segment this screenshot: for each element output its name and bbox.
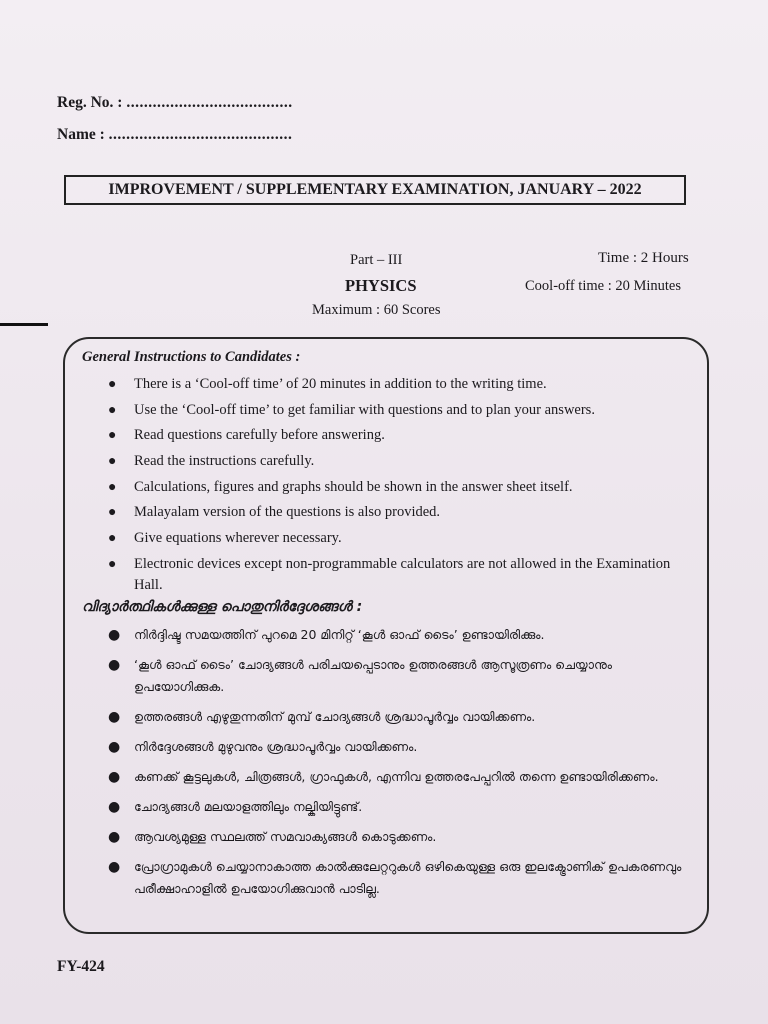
- bullet-icon: ●: [108, 739, 121, 755]
- bullet-icon: ●: [108, 505, 117, 521]
- part-label: Part – III: [350, 252, 403, 268]
- bullet-icon: ●: [108, 627, 121, 643]
- list-item: ● ഉത്തരങ്ങൾ എഴുതുന്നതിന് മുമ്പ് ചോദ്യങ്ങൾ ശ്രദ്ധാപൂർവ്വം വായിക്കണം.: [104, 706, 684, 728]
- bullet-icon: ●: [108, 769, 121, 785]
- list-item: ● Use the ‘Cool-off time’ to get familiar with questions and to plan your answers.: [104, 400, 684, 421]
- malayalam-instructions-list: [104, 624, 684, 908]
- bullet-icon: ●: [108, 859, 121, 875]
- bullet-icon: ●: [108, 829, 121, 845]
- list-item: ● ‘കൂൾ ഓഫ് ടൈം’ ചോദ്യങ്ങൾ പരിചയപ്പെടാനും ഉത്തരങ്ങൾ ആസൂത്രണം ചെയ്യാനും ഉപയോഗിക്കുക.: [104, 654, 684, 698]
- list-item: ● ചോദ്യങ്ങൾ മലയാളത്തിലും നല്കിയിട്ടുണ്ട്.: [104, 796, 684, 818]
- list-item: ● Calculations, figures and graphs should be shown in the answer sheet itself.: [104, 477, 684, 498]
- list-item: ● ആവശ്യമുള്ള സ്ഥലത്ത് സമവാക്യങ്ങൾ കൊടുക്കണം.: [104, 826, 684, 848]
- english-instructions-heading: General Instructions to Candidates :: [82, 349, 301, 365]
- bullet-icon: ●: [108, 531, 117, 547]
- name-label: Name :: [57, 126, 105, 143]
- time-label: Time : 2 Hours: [598, 250, 689, 266]
- malayalam-instructions-heading: വിദ്യാർത്ഥികൾക്കുള്ള പൊതുനിർദ്ദേശങ്ങൾ :: [82, 599, 363, 615]
- list-item: ● Electronic devices except non-programmable calculators are not allowed in the Examination Hall.: [108, 555, 671, 593]
- bullet-icon: ●: [108, 428, 117, 444]
- list-item: ● Read questions carefully before answering.: [104, 425, 684, 446]
- subject-title: PHYSICS: [345, 276, 417, 295]
- bullet-icon: ●: [108, 709, 121, 725]
- list-item: ● നിർദ്ദിഷ്ട സമയത്തിന് പുറമെ 20 മിനിറ്റ് ‘കൂൾ ഓഫ് ടൈം’ ഉണ്ടായിരിക്കും.: [104, 624, 684, 646]
- bullet-icon: ●: [108, 556, 117, 572]
- reg-no-blank: ......................................: [126, 94, 293, 111]
- cool-off-label: Cool-off time : 20 Minutes: [525, 278, 682, 294]
- reg-no-label: Reg. No. :: [57, 94, 123, 111]
- bullet-icon: ●: [108, 799, 121, 815]
- bullet-icon: ●: [108, 377, 117, 392]
- exam-title-box: [64, 175, 686, 205]
- paper-code: FY-424: [57, 958, 105, 975]
- english-instructions-list: [104, 374, 684, 601]
- bullet-icon: ●: [108, 479, 117, 495]
- exam-title: IMPROVEMENT / SUPPLEMENTARY EXAMINATION, JANUARY – 2022: [108, 181, 642, 198]
- name-blank: ..........................................: [108, 126, 293, 143]
- bullet-icon: ●: [108, 402, 117, 418]
- list-item: ● പ്രോഗ്രാമുകൾ ചെയ്യാനാകാത്ത കാൽക്കുലേറ്ററുകൾ ഒഴികെയുള്ള ഒരു ഇലക്ട്രോണിക് ഉപകരണവും പരീക്ഷാഹാളിൽ ഉപയോഗിക്കുവാൻ പാടില്ല.: [104, 856, 684, 900]
- list-item: ● There is a ‘Cool-off time’ of 20 minutes in addition to the writing time.: [104, 374, 684, 395]
- margin-rule: [0, 323, 48, 326]
- name-line: [57, 126, 292, 144]
- list-item: ● നിർദ്ദേശങ്ങൾ മുഴുവനും ശ്രദ്ധാപൂർവ്വം വായിക്കണം.: [104, 736, 684, 758]
- bullet-icon: ●: [108, 454, 117, 470]
- list-item: ● Malayalam version of the questions is also provided.: [104, 502, 684, 523]
- list-item: ● Read the instructions carefully.: [104, 451, 684, 472]
- bullet-icon: ●: [108, 657, 121, 673]
- list-item: ● കണക്ക് കൂട്ടലുകൾ, ചിത്രങ്ങൾ, ഗ്രാഫുകൾ, എന്നിവ ഉത്തരപേപ്പറിൽ തന്നെ ഉണ്ടായിരിക്കണം.: [104, 766, 684, 788]
- maximum-scores: Maximum : 60 Scores: [312, 302, 441, 318]
- reg-no-line: [57, 94, 293, 112]
- list-item: ● Give equations wherever necessary.: [104, 528, 684, 549]
